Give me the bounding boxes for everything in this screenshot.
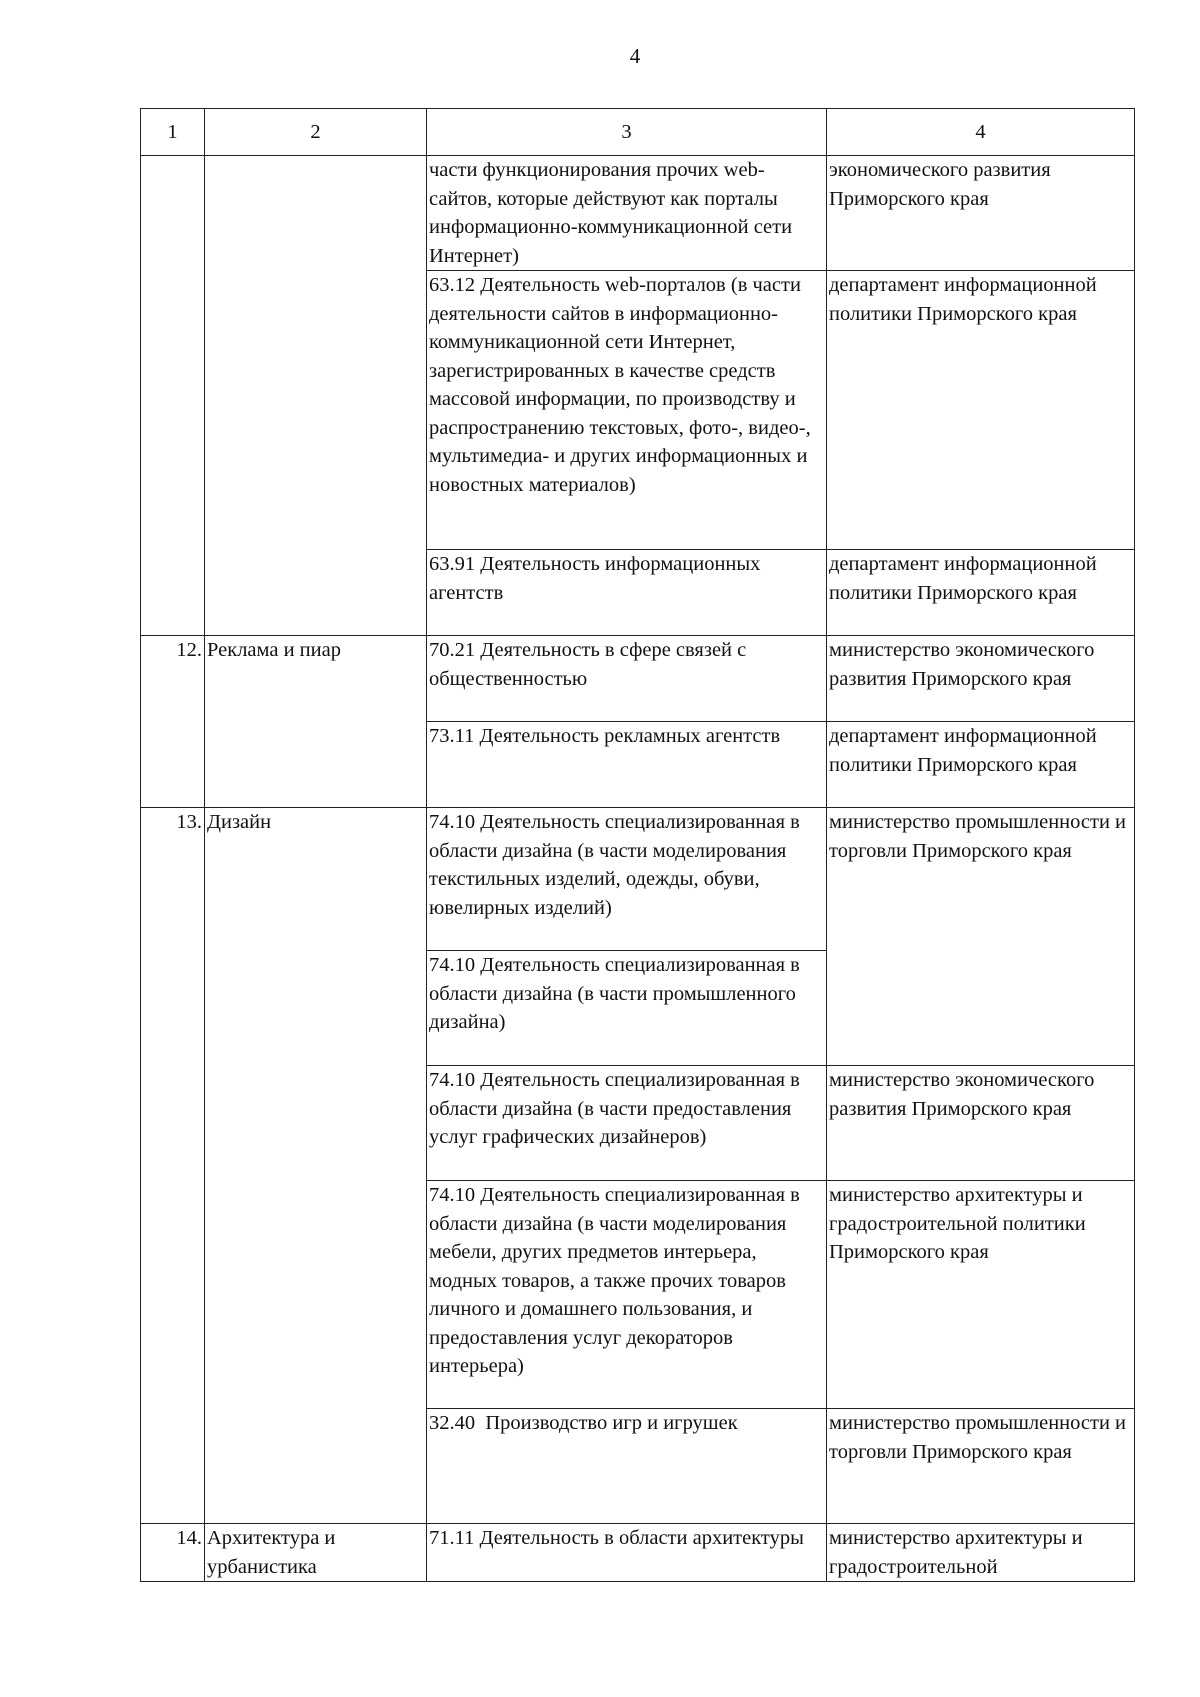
activity-cell: части функционирования прочих web-сайтов, которые действуют как порталы информационно-коммуникационной сети Интернет): [427, 156, 827, 271]
header-cell: 3: [427, 109, 827, 156]
authority-cell: министерство архитектуры и градостроительной: [827, 1524, 1135, 1582]
header-cell: 4: [827, 109, 1135, 156]
page-number: 4: [629, 44, 641, 68]
row-number-cell: 14.: [141, 1524, 205, 1582]
row-number-cell: 13.: [141, 808, 205, 1524]
header-cell: 2: [205, 109, 427, 156]
activity-cell: 32.40 Производство игр и игрушек: [427, 1409, 827, 1524]
activity-cell: 70.21 Деятельность в сфере связей с общественностью: [427, 636, 827, 722]
table-header-row: [141, 109, 1135, 156]
row-number-cell: [141, 156, 205, 636]
activity-cell: 74.10 Деятельность специализированная в области дизайна (в части моделирования текстильных изделий, одежды, обуви, ювелирных изделий): [427, 808, 827, 951]
activity-cell: 63.12 Деятельность web-порталов (в части деятельности сайтов в информационно-коммуникационной сети Интернет, зарегистрированных в качестве средств массовой информации, по производству и распространению текстовых, фото-, видео-, мультимедиа- и других информационных и новостных материалов): [427, 271, 827, 550]
authority-cell: министерство архитектуры и градостроительной политики Приморского края: [827, 1181, 1135, 1409]
sector-cell: [205, 156, 427, 636]
header-cell: 1: [141, 109, 205, 156]
authority-cell: департамент информационной политики Приморского края: [827, 722, 1135, 808]
table-row: [141, 1524, 1135, 1582]
sector-cell: Дизайн: [205, 808, 427, 1524]
activity-cell: 74.10 Деятельность специализированная в области дизайна (в части предоставления услуг графических дизайнеров): [427, 1066, 827, 1181]
activity-cell: 73.11 Деятельность рекламных агентств: [427, 722, 827, 808]
authority-cell: министерство промышленности и торговли Приморского края: [827, 808, 1135, 1066]
authority-cell: министерство промышленности и торговли Приморского края: [827, 1409, 1135, 1524]
sector-cell: Архитектура и урбанистика: [205, 1524, 427, 1582]
activity-cell: 63.91 Деятельность информационных агентств: [427, 550, 827, 636]
table-row: [141, 808, 1135, 951]
row-number-cell: 12.: [141, 636, 205, 808]
authority-cell: департамент информационной политики Приморского края: [827, 550, 1135, 636]
authority-cell: экономического развития Приморского края: [827, 156, 1135, 271]
sector-cell: Реклама и пиар: [205, 636, 427, 808]
authority-cell: департамент информационной политики Приморского края: [827, 271, 1135, 550]
activity-cell: 74.10 Деятельность специализированная в области дизайна (в части промышленного дизайна): [427, 951, 827, 1066]
activity-cell: 71.11 Деятельность в области архитектуры: [427, 1524, 827, 1582]
activity-cell: 74.10 Деятельность специализированная в области дизайна (в части моделирования мебели, других предметов интерьера, модных товаров, а также прочих товаров личного и домашнего пользования, и предоставления услуг декораторов интерьера): [427, 1181, 827, 1409]
table-row: [141, 636, 1135, 722]
authority-cell: министерство экономического развития Приморского края: [827, 636, 1135, 722]
activities-table: [140, 108, 1135, 1582]
authority-cell: министерство экономического развития Приморского края: [827, 1066, 1135, 1181]
table-row: [141, 156, 1135, 271]
